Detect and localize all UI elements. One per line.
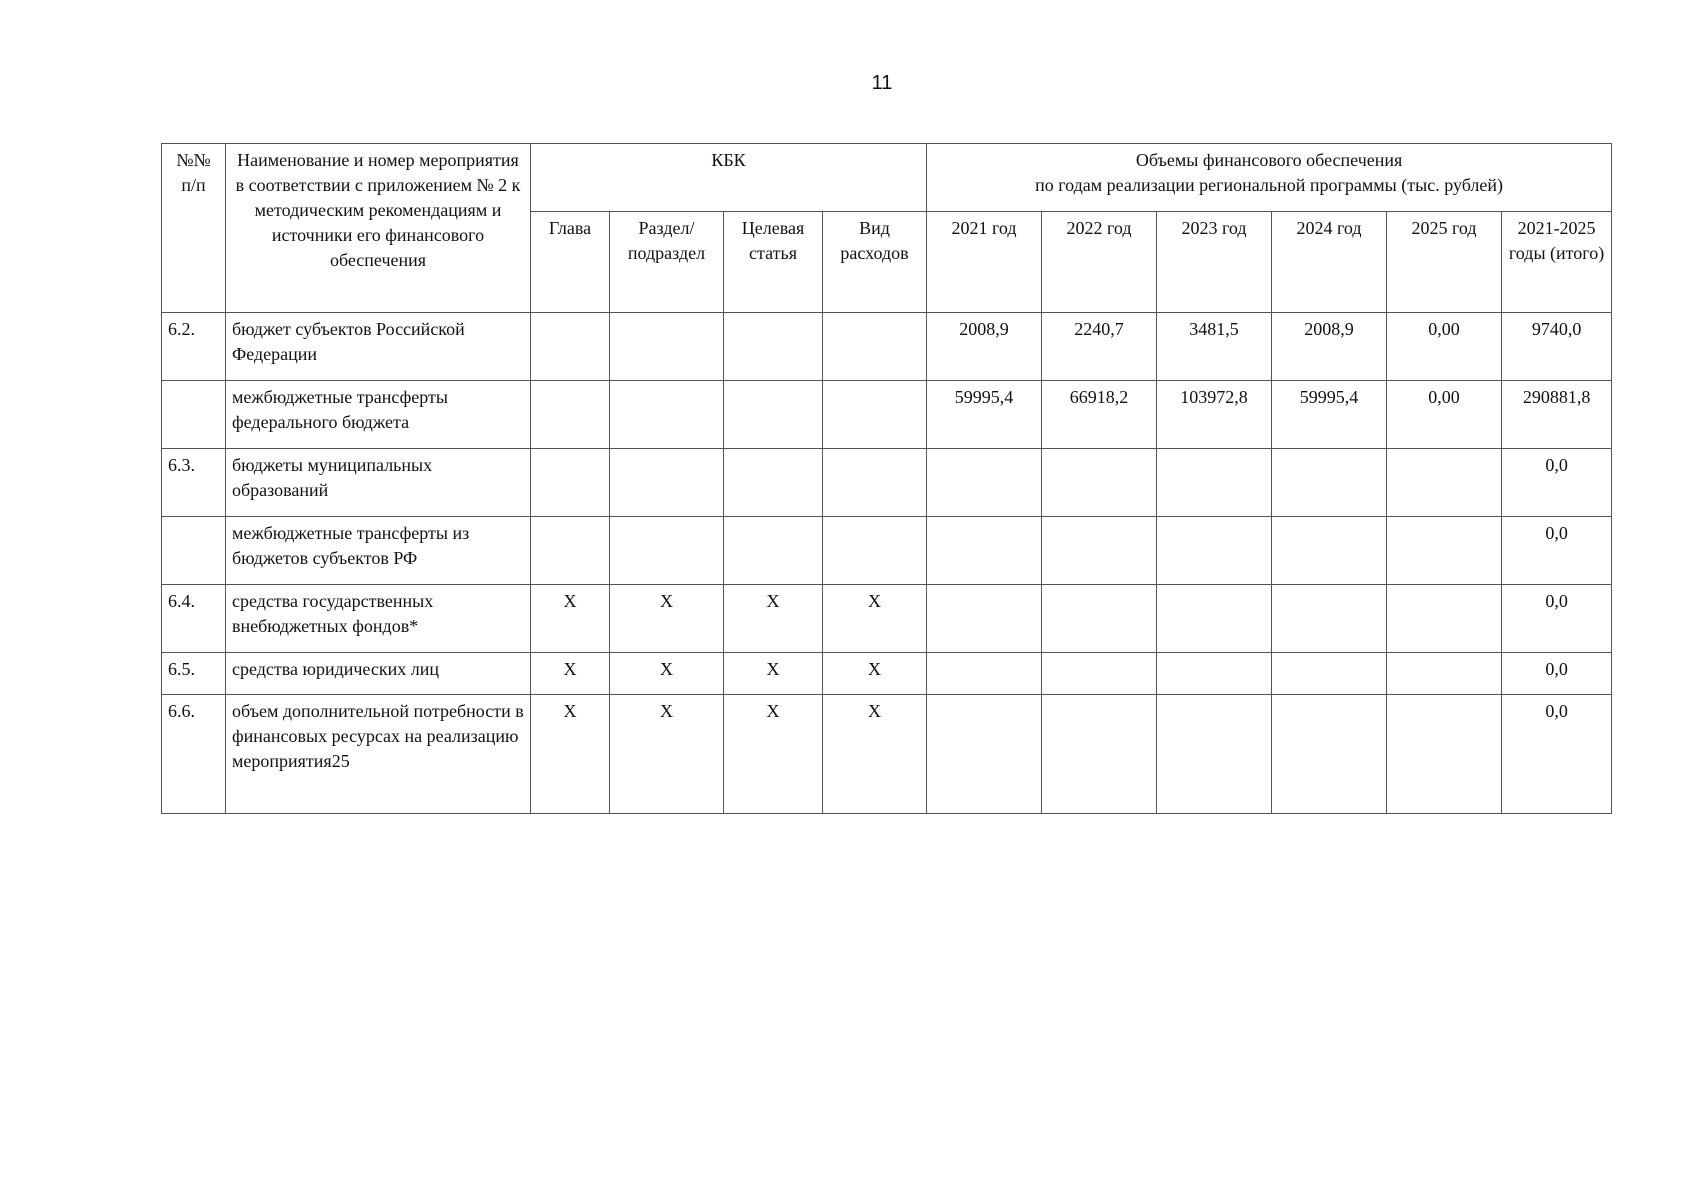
row-number bbox=[162, 517, 226, 585]
kbk-cell bbox=[610, 449, 724, 517]
header-volumes bbox=[927, 144, 1612, 212]
value-cell bbox=[1272, 695, 1387, 814]
value-cell bbox=[1272, 653, 1387, 695]
table-row bbox=[162, 381, 1612, 449]
value-cell: 66918,2 bbox=[1042, 381, 1157, 449]
row-name: межбюджетные трансферты из бюджетов субъектов РФ bbox=[226, 517, 531, 585]
value-cell: 59995,4 bbox=[1272, 381, 1387, 449]
value-cell bbox=[927, 653, 1042, 695]
value-cell bbox=[1387, 653, 1502, 695]
row-name: бюджет субъектов Российской Федерации bbox=[226, 313, 531, 381]
row-number: 6.5. bbox=[162, 653, 226, 695]
kbk-cell: X bbox=[724, 585, 823, 653]
value-cell: 59995,4 bbox=[927, 381, 1042, 449]
value-cell: 3481,5 bbox=[1157, 313, 1272, 381]
kbk-cell bbox=[823, 381, 927, 449]
value-cell bbox=[927, 517, 1042, 585]
value-cell bbox=[1272, 585, 1387, 653]
value-cell bbox=[1042, 653, 1157, 695]
value-cell bbox=[1157, 585, 1272, 653]
kbk-cell: X bbox=[531, 653, 610, 695]
header-num: №№ п/п bbox=[162, 144, 226, 313]
value-cell: 290881,8 bbox=[1502, 381, 1612, 449]
kbk-cell bbox=[724, 313, 823, 381]
value-cell bbox=[1272, 449, 1387, 517]
value-cell bbox=[927, 695, 1042, 814]
value-cell: 0,0 bbox=[1502, 653, 1612, 695]
table-row bbox=[162, 313, 1612, 381]
kbk-cell: X bbox=[823, 695, 927, 814]
page-number: 11 bbox=[871, 72, 893, 94]
kbk-cell: X bbox=[724, 695, 823, 814]
table-row bbox=[162, 653, 1612, 695]
kbk-cell: X bbox=[531, 585, 610, 653]
kbk-cell bbox=[724, 449, 823, 517]
row-name: объем дополнительной потребности в финансовых ресурсах на реализацию мероприятия25 bbox=[226, 695, 531, 814]
value-cell bbox=[1387, 449, 1502, 517]
value-cell bbox=[1157, 653, 1272, 695]
header-kbk-col: Вид расходов bbox=[823, 212, 927, 313]
header-kbk-col: Раздел/ подраздел bbox=[610, 212, 724, 313]
header-kbk: КБК bbox=[531, 144, 927, 212]
kbk-cell bbox=[823, 449, 927, 517]
value-cell: 0,00 bbox=[1387, 313, 1502, 381]
row-number: 6.4. bbox=[162, 585, 226, 653]
table-row bbox=[162, 695, 1612, 814]
row-number: 6.3. bbox=[162, 449, 226, 517]
value-cell: 2008,9 bbox=[1272, 313, 1387, 381]
value-cell: 2008,9 bbox=[927, 313, 1042, 381]
row-name: средства государственных внебюджетных фондов* bbox=[226, 585, 531, 653]
row-number: 6.6. bbox=[162, 695, 226, 814]
header-name: Наименование и номер мероприятия в соответствии с приложением № 2 к методическим рекомендациям и источники его финансового обеспечения bbox=[226, 144, 531, 313]
table-row bbox=[162, 517, 1612, 585]
header-volumes-line2: по годам реализации региональной программы (тыс. рублей) bbox=[1035, 175, 1504, 195]
value-cell bbox=[927, 449, 1042, 517]
value-cell: 0,0 bbox=[1502, 695, 1612, 814]
kbk-cell bbox=[610, 381, 724, 449]
kbk-cell: X bbox=[610, 585, 724, 653]
header-kbk-col: Глава bbox=[531, 212, 610, 313]
value-cell bbox=[1042, 449, 1157, 517]
table-row bbox=[162, 449, 1612, 517]
kbk-cell: X bbox=[531, 695, 610, 814]
value-cell: 103972,8 bbox=[1157, 381, 1272, 449]
value-cell: 2240,7 bbox=[1042, 313, 1157, 381]
header-year-col: 2023 год bbox=[1157, 212, 1272, 313]
header-year-col: 2024 год bbox=[1272, 212, 1387, 313]
row-number bbox=[162, 381, 226, 449]
value-cell bbox=[1387, 585, 1502, 653]
header-year-col: 2025 год bbox=[1387, 212, 1502, 313]
row-name: бюджеты муниципальных образований bbox=[226, 449, 531, 517]
value-cell bbox=[1272, 517, 1387, 585]
value-cell bbox=[1387, 517, 1502, 585]
header-volumes-line1: Объемы финансового обеспечения bbox=[1135, 150, 1403, 170]
kbk-cell: X bbox=[823, 653, 927, 695]
header-year-col: 2021-2025 годы (итого) bbox=[1502, 212, 1612, 313]
row-name: средства юридических лиц bbox=[226, 653, 531, 695]
table-row bbox=[162, 585, 1612, 653]
value-cell bbox=[1042, 695, 1157, 814]
value-cell bbox=[1157, 517, 1272, 585]
value-cell: 0,0 bbox=[1502, 585, 1612, 653]
value-cell: 0,0 bbox=[1502, 449, 1612, 517]
value-cell bbox=[927, 585, 1042, 653]
kbk-cell bbox=[531, 517, 610, 585]
value-cell bbox=[1157, 695, 1272, 814]
row-number: 6.2. bbox=[162, 313, 226, 381]
table-body bbox=[162, 313, 1612, 814]
kbk-cell: X bbox=[724, 653, 823, 695]
kbk-cell bbox=[823, 313, 927, 381]
value-cell: 0,00 bbox=[1387, 381, 1502, 449]
row-name: межбюджетные трансферты федерального бюджета bbox=[226, 381, 531, 449]
value-cell bbox=[1042, 517, 1157, 585]
kbk-cell bbox=[724, 517, 823, 585]
value-cell bbox=[1387, 695, 1502, 814]
kbk-cell bbox=[724, 381, 823, 449]
kbk-cell bbox=[531, 381, 610, 449]
kbk-cell: X bbox=[610, 653, 724, 695]
kbk-cell bbox=[610, 517, 724, 585]
value-cell: 0,0 bbox=[1502, 517, 1612, 585]
kbk-cell bbox=[823, 517, 927, 585]
header-kbk-col: Целевая статья bbox=[724, 212, 823, 313]
value-cell bbox=[1042, 585, 1157, 653]
kbk-cell: X bbox=[610, 695, 724, 814]
kbk-cell bbox=[531, 449, 610, 517]
kbk-cell: X bbox=[823, 585, 927, 653]
financing-table bbox=[161, 143, 1612, 814]
kbk-cell bbox=[531, 313, 610, 381]
kbk-cell bbox=[610, 313, 724, 381]
header-year-col: 2021 год bbox=[927, 212, 1042, 313]
value-cell: 9740,0 bbox=[1502, 313, 1612, 381]
header-year-col: 2022 год bbox=[1042, 212, 1157, 313]
value-cell bbox=[1157, 449, 1272, 517]
